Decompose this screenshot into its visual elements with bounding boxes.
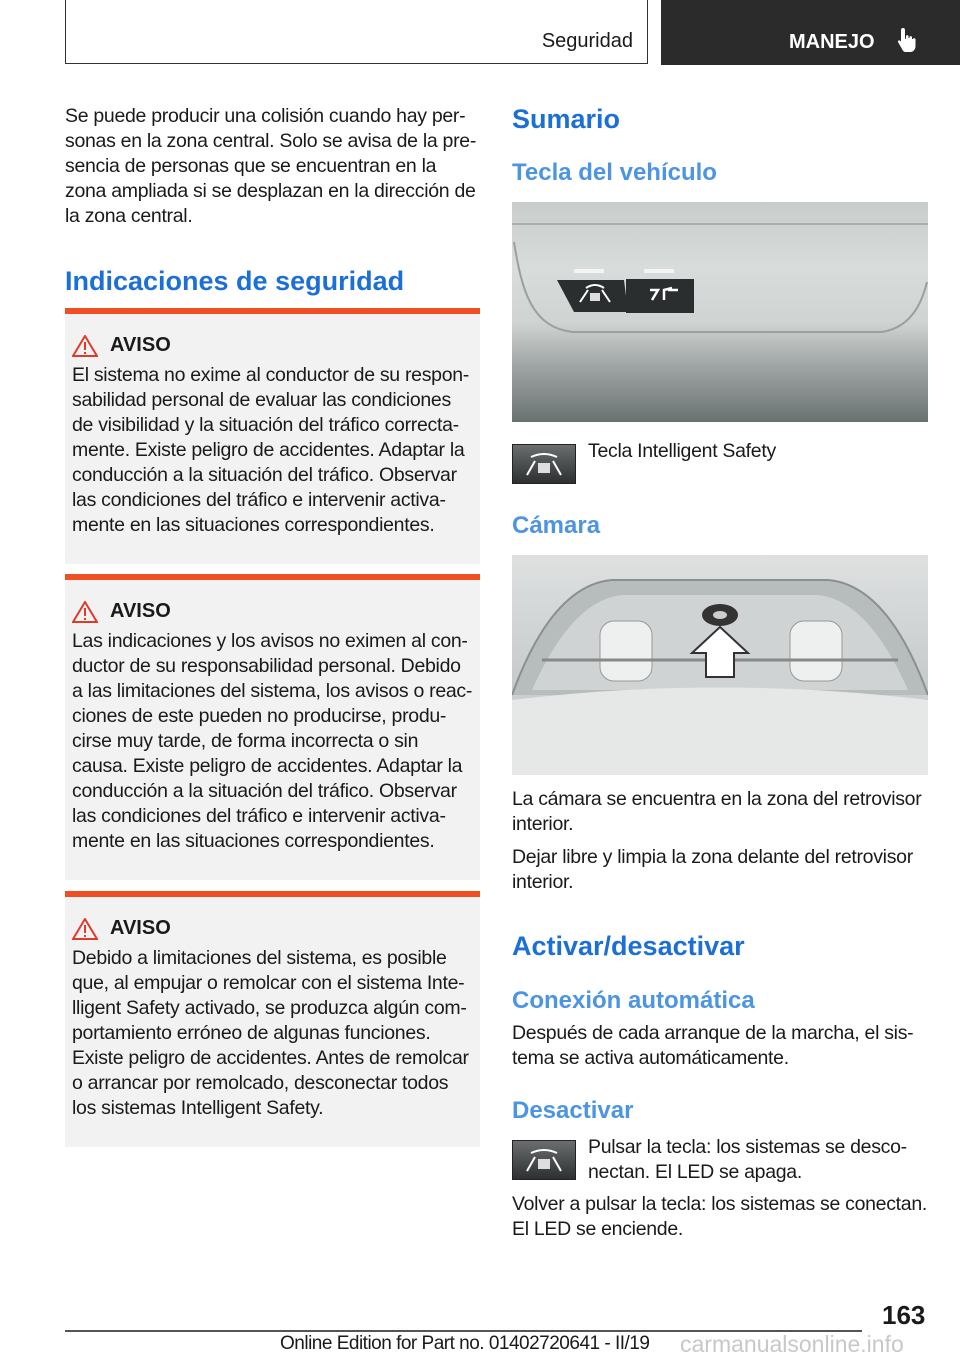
warning-title: AVISO: [110, 917, 171, 939]
footer-watermark: carmanualsonline.info: [680, 1331, 904, 1357]
tecla-heading: Tecla del vehículo: [512, 159, 717, 186]
safety-heading: Indicaciones de seguridad: [65, 266, 405, 296]
warning-text: El sistema no exime al conductor de su responsabilidad personal de evaluar las condiciones de visibilidad y la situación del tráfico correctamente. Existe peligro de accidentes. Adaptar la conducción a la situación del tráfico. Observar las condiciones del tráfico e intervenir activamente en las situaciones correspondientes.: [72, 364, 470, 536]
vehicle-key-photo: [512, 202, 928, 422]
hand-pointer-icon: [897, 26, 919, 54]
desactivar-paragraph-2: Volver a pulsar la tecla: los sistemas se conectan. El LED se enciende.: [512, 1193, 927, 1240]
desactivar-paragraph-1: Pulsar la tecla: los sistemas se desconectan. El LED se apaga.: [588, 1136, 908, 1183]
camara-paragraph-1: La cámara se encuentra en la zona del retrovisor interior.: [512, 788, 922, 835]
intelligent-safety-key-icon: [512, 444, 576, 484]
intro-paragraph: Se puede producir una colisión cuando hay personas en la zona central. Solo se avisa de la presencia de personas que se encuentran en la zona ampliada si se desplazan en la dirección de la zona central.: [65, 105, 477, 227]
footer-edition: Online Edition for Part no. 01402720641 - II/19: [280, 1333, 650, 1354]
warning-box: [65, 574, 480, 880]
key-caption: Tecla Intelligent Safety: [588, 440, 776, 462]
warning-text: Debido a limitaciones del sistema, es posible que, al empujar o remolcar con el sistema Intelligent Safety activado, se produzca algún comportamiento erróneo de algunas funciones. Existe peligro de accidentes. Antes de remolcar o arrancar por remolcado, desconectar todos los sistemas Intelligent Safety.: [72, 947, 469, 1119]
header-box: [65, 0, 648, 64]
conexion-paragraph: Después de cada arranque de la marcha, el sistema se activa automáticamente.: [512, 1022, 914, 1069]
sumario-heading: Sumario: [512, 104, 621, 134]
warning-triangle-icon: [72, 601, 98, 623]
warning-box: [65, 308, 480, 564]
warning-box: [65, 891, 480, 1147]
camara-paragraph-2: Dejar libre y limpia la zona delante del retrovisor interior.: [512, 846, 913, 893]
page-number: 163: [882, 1300, 926, 1330]
activar-heading: Activar/desactivar: [512, 931, 745, 961]
warning-triangle-icon: [72, 918, 98, 940]
header-chapter: MANEJO: [789, 31, 875, 53]
header-section: Seguridad: [541, 30, 633, 52]
conexion-heading: Conexión automática: [512, 987, 755, 1014]
intelligent-safety-key-icon: [512, 1140, 576, 1180]
warning-title: AVISO: [110, 600, 171, 622]
warning-text: Las indicaciones y los avisos no eximen al conductor de su responsabilidad personal. Debido a las limitaciones del sistema, los avisos o reacciones de este pueden no producirse, producirse muy tarde, de forma incorrecta o sin causa. Existe peligro de accidentes. Adaptar la conducción a la situación del tráfico. Observar las condiciones del tráfico e intervenir activamente en las situaciones correspondientes.: [72, 630, 473, 852]
warning-triangle-icon: [72, 335, 98, 357]
camera-photo: [512, 555, 928, 775]
camara-heading: Cámara: [512, 512, 601, 539]
desactivar-heading: Desactivar: [512, 1097, 634, 1124]
header-chapter-tab: [661, 0, 960, 65]
warning-title: AVISO: [110, 334, 171, 356]
